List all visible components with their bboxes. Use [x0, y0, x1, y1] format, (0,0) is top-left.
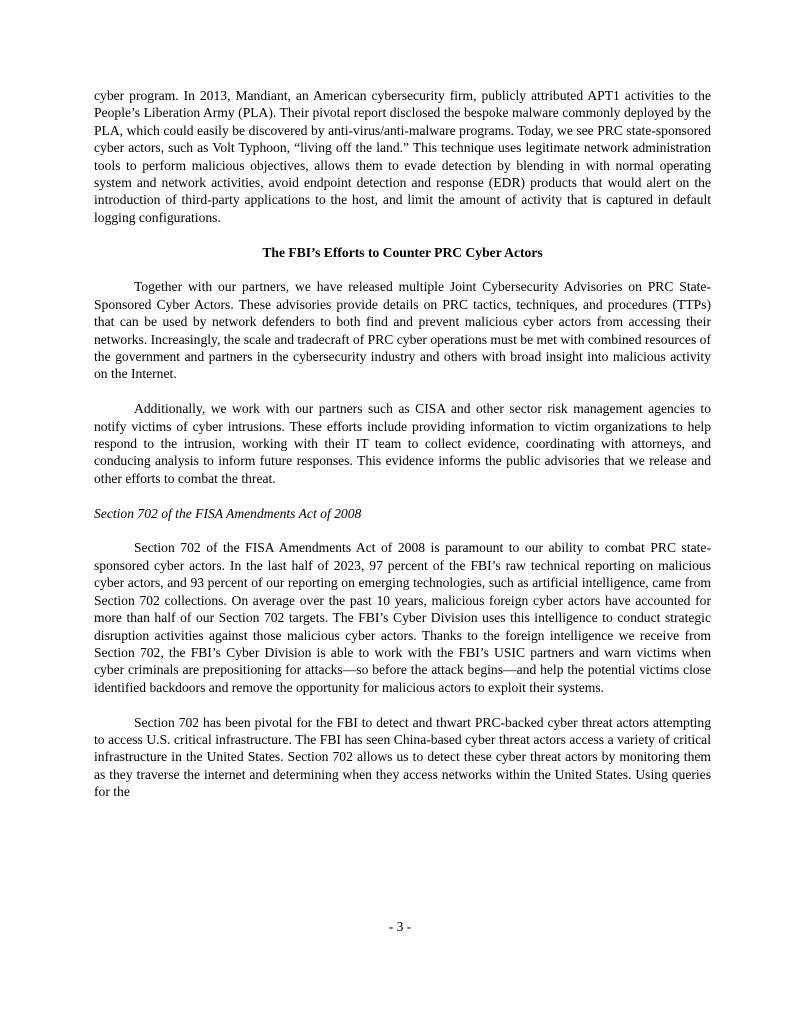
section-heading-fbi-efforts: The FBI’s Efforts to Counter PRC Cyber Actors	[262, 244, 543, 260]
document-body	[94, 87, 711, 818]
paragraph-joint-advisories: Together with our partners, we have released multiple Joint Cybersecurity Advisories on PRC State-Sponsored Cyber Actors. These advisories provide details on PRC tactics, techniques, and procedures (TTPs) that can be used by network defenders to both find and prevent malicious cyber actors from accessing their networks. Increasingly, the scale and tradecraft of PRC cyber operations must be met with combined resources of the government and partners in the cybersecurity industry and others with broad insight into malicious activity on the Internet.	[94, 279, 711, 382]
paragraph-victim-notification: Additionally, we work with our partners such as CISA and other sector risk management agencies to notify victims of cyber intrusions. These efforts include providing information to victim organizations to help respond to the intrusion, working with their IT team to collect evidence, coordinating with attorneys, and conducing analysis to inform future responses. This evidence informs the public advisories that we release and other efforts to combat the threat.	[94, 401, 711, 486]
paragraph-section-702-pivotal: Section 702 has been pivotal for the FBI to detect and thwart PRC-backed cyber threat actors attempting to access U.S. critical infrastructure. The FBI has seen China-based cyber threat actors access a variety of critical infrastructure in the United States. Section 702 allows us to detect these cyber threat actors by monitoring them as they traverse the internet and determining when they access networks within the United States. Using queries for the	[94, 714, 711, 800]
page-number: - 3 -	[388, 919, 412, 934]
paragraph-section-702-collections: Section 702 of the FISA Amendments Act of 2008 is paramount to our ability to combat PRC state-sponsored cyber actors. In the last half of 2023, 97 percent of the FBI’s raw technical reporting on malicious cyber actors, and 93 percent of our reporting on emerging technologies, such as artificial intelligence, came from Section 702 collections. On average over the past 10 years, malicious foreign cyber actors have accounted for more than half of our Section 702 targets. The FBI’s Cyber Division uses this intelligence to conduct strategic disruption activities against those malicious cyber actors. Thanks to the foreign intelligence we receive from Section 702, the FBI’s Cyber Division is able to work with the FBI’s USIC partners and warn victims when cyber criminals are prepositioning for attacks—so before the attack begins—and help the potential victims close identified backdoors and remove the opportunity for malicious actors to exploit their systems.	[94, 540, 711, 695]
paragraph-apt1-volt-typhoon: cyber program. In 2013, Mandiant, an American cybersecurity firm, publicly attributed APT1 activities to the People’s Liberation Army (PLA). Their pivotal report disclosed the bespoke malware commonly deployed by the PLA, which could easily be discovered by anti-virus/anti-malware programs. Today, we see PRC state-sponsored cyber actors, such as Volt Typhoon, “living off the land.” This technique uses legitimate network administration tools to perform malicious objectives, allows them to evade detection by blending in with normal operating system and network activities, avoid endpoint detection and response (EDR) products that would alert on the introduction of third-party applications to the host, and limit the amount of activity that is captured in default logging configurations.	[94, 88, 711, 225]
subheading-section-702: Section 702 of the FISA Amendments Act of 2008	[94, 505, 362, 521]
